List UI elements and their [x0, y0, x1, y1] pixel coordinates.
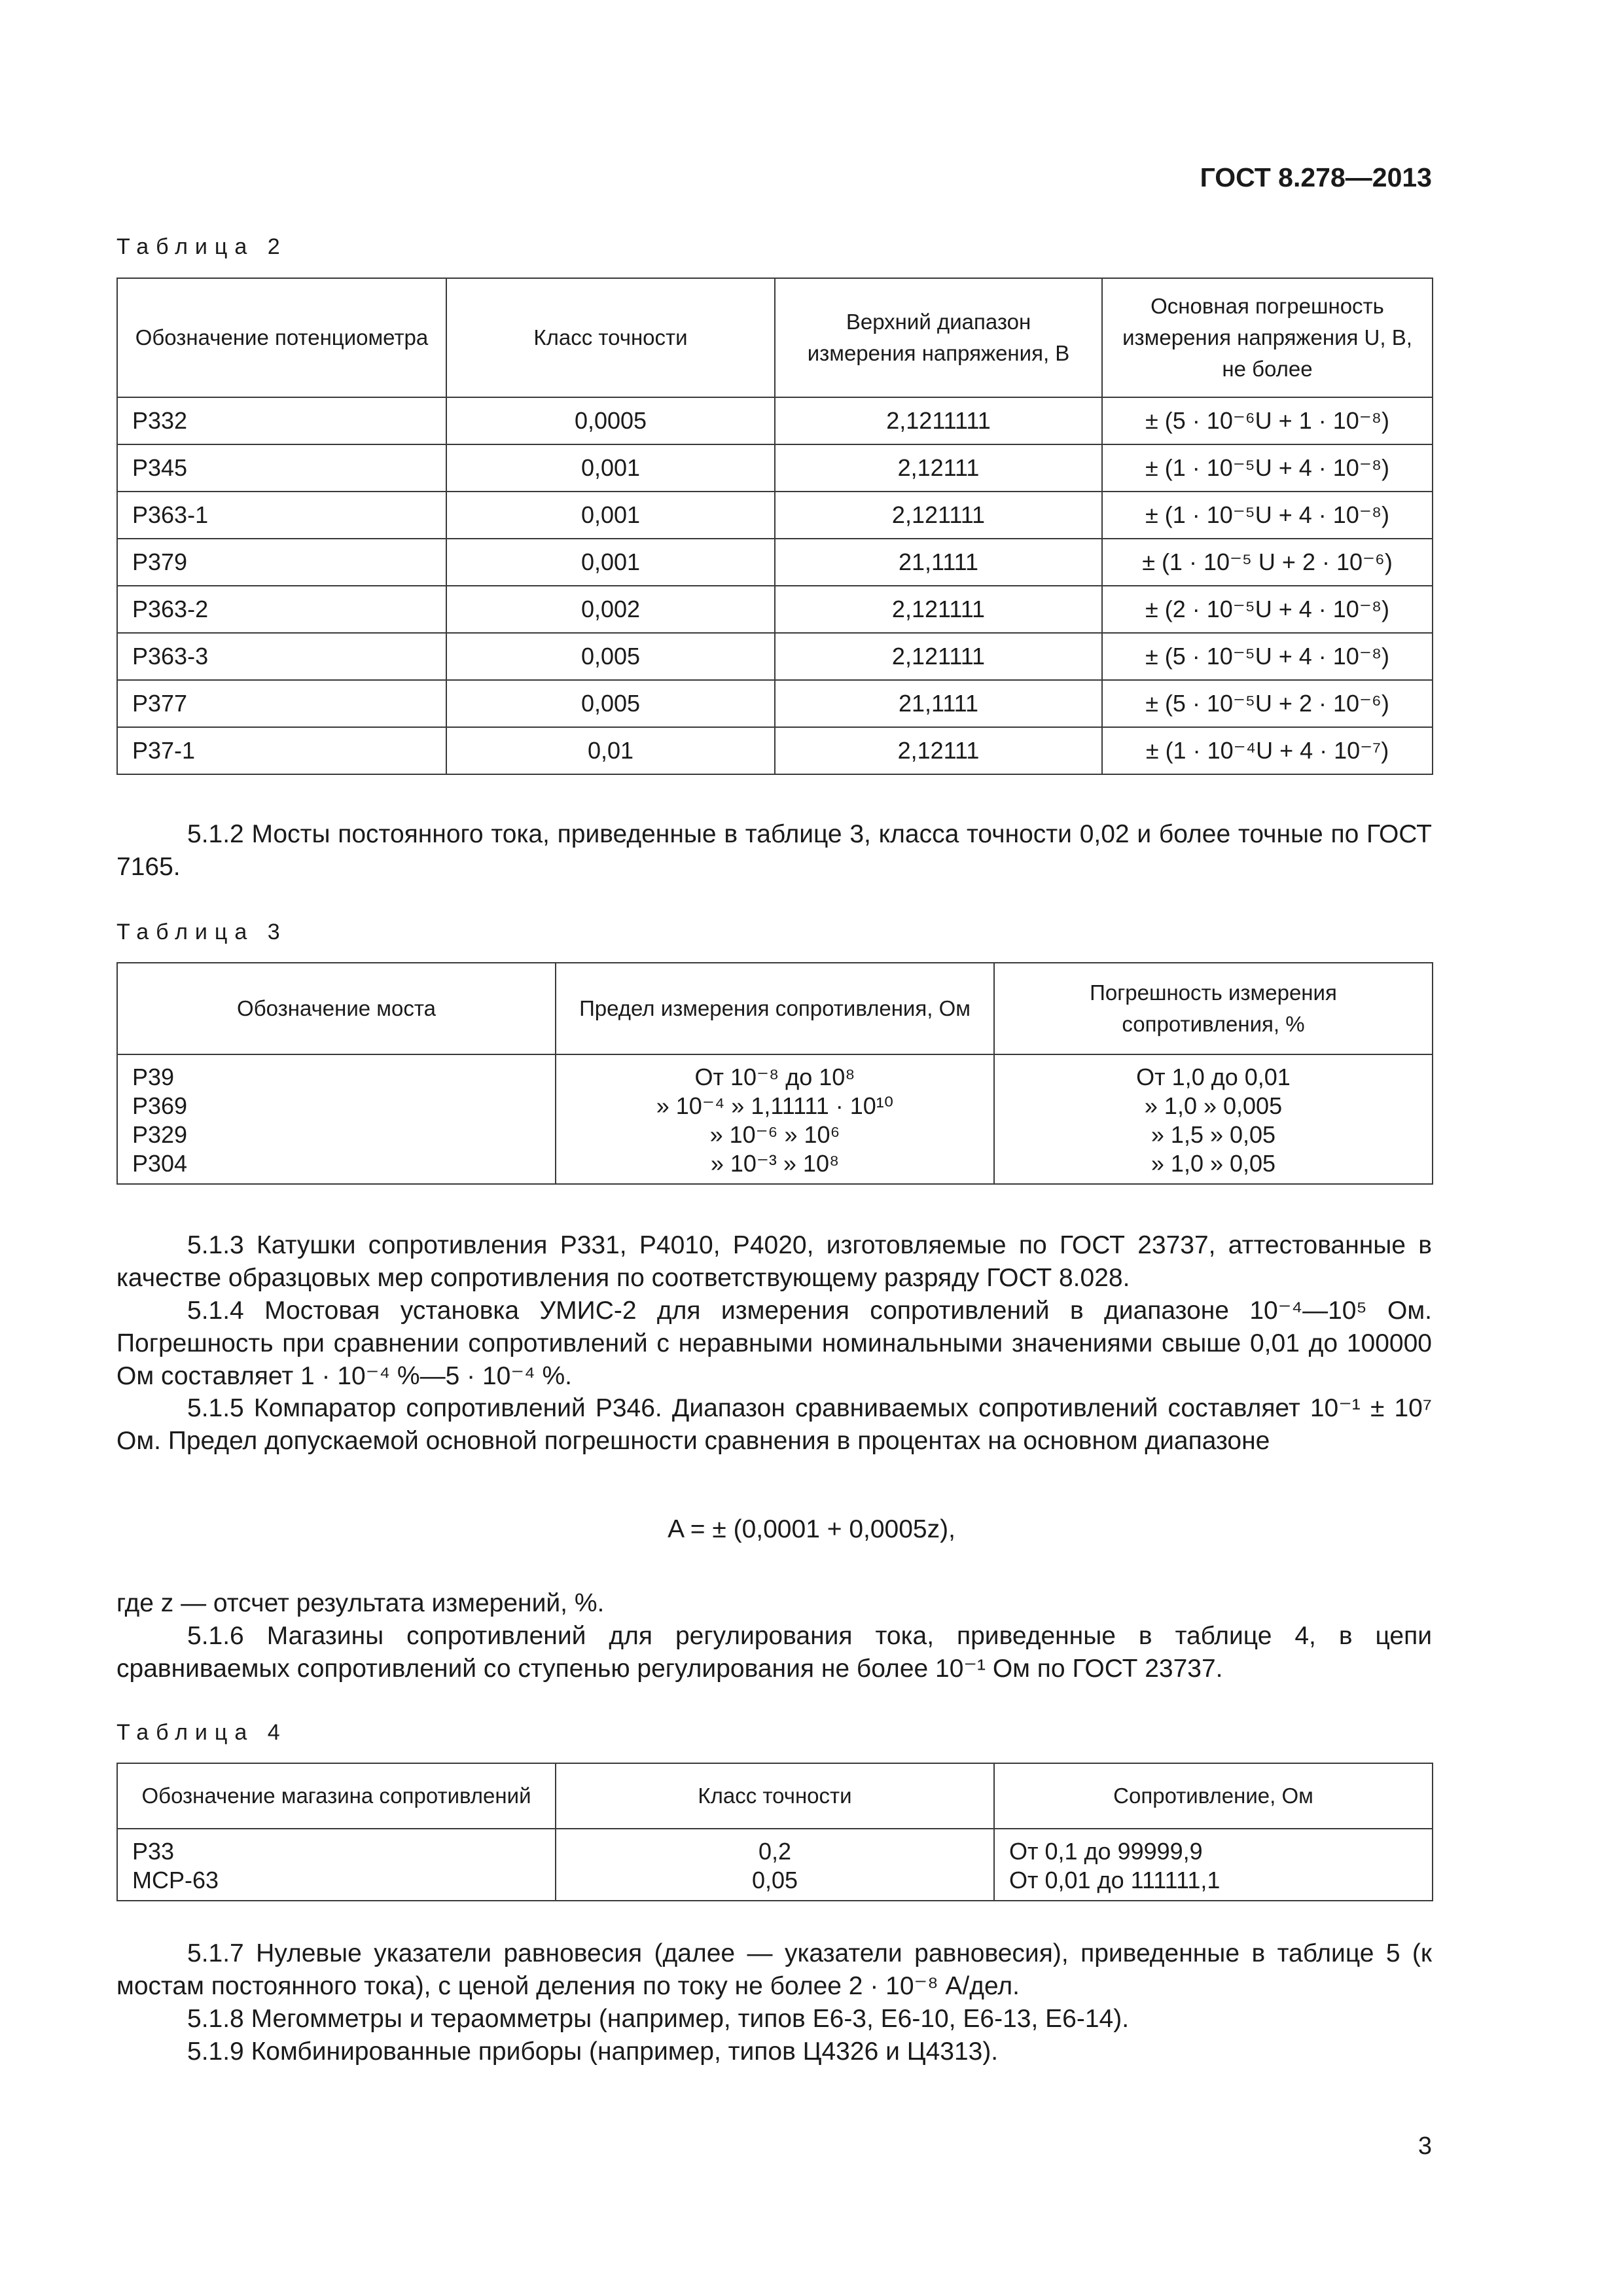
table-cell	[994, 1054, 1433, 1184]
box-name: МСР-63	[132, 1867, 219, 1893]
bridge-name: Р369	[132, 1092, 188, 1119]
table4-header-cell: Сопротивление, Ом	[994, 1763, 1433, 1829]
measurement-error: » 1,5 » 0,05	[1150, 1121, 1276, 1148]
paragraph-text: 5.1.3 Катушки сопротивления Р331, Р4010, Р4020, изготовляемые по ГОСТ 23737, аттестованные в качестве образцовых мер сопротивления по соответствующему разряду ГОСТ 8.028.	[116, 1231, 1432, 1292]
bridge-name: Р39	[132, 1064, 175, 1090]
table-cell: Р379	[117, 539, 446, 586]
page-number: 3	[1418, 2132, 1432, 2160]
table3-header-cell: Предел измерения сопротивления, Ом	[556, 963, 994, 1054]
resistance-limit: » 10⁻⁴ » 1,11111 · 10¹⁰	[656, 1092, 894, 1119]
table-row	[117, 1054, 1433, 1184]
table-cell: 0,001	[446, 539, 775, 586]
paragraph-text: 5.1.9 Комбинированные приборы (например, типов Ц4326 и Ц4313).	[187, 2037, 999, 2066]
paragraph-5-1-9	[116, 2036, 1432, 2068]
table2-caption: Таблица 2	[116, 234, 287, 259]
table3-header-cell: Погрешность измерения сопротивления, %	[994, 963, 1433, 1054]
box-name: Р33	[132, 1838, 175, 1865]
paragraph-text: 5.1.5 Компаратор сопротивлений Р346. Диапазон сравниваемых сопротивлений составляет 10⁻¹ ± 10⁷ Ом. Предел допускаемой основной погрешности сравнения в процентах на основном диапазоне	[116, 1394, 1432, 1455]
accuracy-class: 0,05	[751, 1867, 798, 1893]
table-cell: 0,001	[446, 444, 775, 492]
table-row	[117, 633, 1433, 680]
table-row	[117, 397, 1433, 444]
table2-header-row	[117, 278, 1433, 397]
paragraph-text: 5.1.8 Мегомметры и тераомметры (например, типов Е6-3, Е6-10, Е6-13, Е6-14).	[187, 2005, 1130, 2033]
table-cell: ± (5 · 10⁻⁵U + 2 · 10⁻⁶)	[1102, 680, 1433, 727]
measurement-error: От 1,0 до 0,01	[1136, 1064, 1291, 1090]
paragraph-5-1-8	[116, 2003, 1432, 2036]
table-cell: 2,12111	[775, 444, 1102, 492]
formula-explanation: где z — отсчет результата измерений, %.	[116, 1589, 605, 1617]
table-cell: ± (1 · 10⁻⁵ U + 2 · 10⁻⁶)	[1102, 539, 1433, 586]
table-cell: 0,0005	[446, 397, 775, 444]
table-row	[117, 444, 1433, 492]
table3	[116, 962, 1433, 1185]
table-cell: 0,005	[446, 633, 775, 680]
paragraph-text: 5.1.6 Магазины сопротивлений для регулирования тока, приведенные в таблице 4, в цепи сравниваемых сопротивлений со ступенью регулирования не более 10⁻¹ Ом по ГОСТ 23737.	[116, 1622, 1432, 1683]
table-cell: 21,1111	[775, 680, 1102, 727]
table-cell: 2,121111	[775, 492, 1102, 539]
bridge-name: Р304	[132, 1150, 188, 1177]
table4	[116, 1763, 1433, 1901]
table4-header-cell: Обозначение магазина сопротивлений	[117, 1763, 556, 1829]
table-row	[117, 539, 1433, 586]
table-cell	[556, 1054, 994, 1184]
bridge-name: Р329	[132, 1121, 188, 1148]
paragraph-5-1-5	[116, 1392, 1432, 1458]
table-row	[117, 680, 1433, 727]
table-cell: ± (1 · 10⁻⁴U + 4 · 10⁻⁷)	[1102, 727, 1433, 774]
paragraph-text: 5.1.4 Мостовая установка УМИС-2 для измерения сопротивлений в диапазоне 10⁻⁴—10⁵ Ом. Погрешность при сравнении сопротивлений с неравными номинальными значениями свыше 0,01 до 100000 Ом составляет 1 · 10⁻⁴ %—5 · 10⁻⁴ %.	[116, 1297, 1432, 1390]
table-cell: Р377	[117, 680, 446, 727]
table4-caption: Таблица 4	[116, 1720, 287, 1745]
table2-header-cell: Основная погрешность измерения напряжения U, В, не более	[1102, 278, 1433, 397]
accuracy-class: 0,2	[758, 1838, 792, 1865]
paragraph-text: 5.1.2 Мосты постоянного тока, приведенные в таблице 3, класса точности 0,02 и более точные по ГОСТ 7165.	[116, 820, 1432, 881]
table3-header-cell: Обозначение моста	[117, 963, 556, 1054]
paragraph-5-1-6	[116, 1620, 1432, 1685]
table-cell: 0,002	[446, 586, 775, 633]
paragraph-5-1-7	[116, 1937, 1432, 2003]
table-cell: 21,1111	[775, 539, 1102, 586]
table-cell: 0,005	[446, 680, 775, 727]
table-row	[117, 586, 1433, 633]
table-cell: ± (1 · 10⁻⁵U + 4 · 10⁻⁸)	[1102, 492, 1433, 539]
table2	[116, 278, 1433, 775]
table-row	[117, 727, 1433, 774]
resistance-limit: От 10⁻⁸ до 10⁸	[694, 1064, 855, 1090]
table-cell: ± (5 · 10⁻⁶U + 1 · 10⁻⁸)	[1102, 397, 1433, 444]
resistance-range: От 0,01 до 111111,1	[1009, 1867, 1221, 1893]
table3-caption: Таблица 3	[116, 920, 287, 944]
table-cell: ± (1 · 10⁻⁵U + 4 · 10⁻⁸)	[1102, 444, 1433, 492]
table-cell: 0,001	[446, 492, 775, 539]
paragraph-5-1-4	[116, 1295, 1432, 1393]
table-cell	[117, 1054, 556, 1184]
table-cell: Р332	[117, 397, 446, 444]
measurement-error: » 1,0 » 0,005	[1144, 1092, 1283, 1119]
table-cell: 2,121111	[775, 586, 1102, 633]
table4-header-cell: Класс точности	[556, 1763, 994, 1829]
table-cell: ± (5 · 10⁻⁵U + 4 · 10⁻⁸)	[1102, 633, 1433, 680]
table2-header-cell: Класс точности	[446, 278, 775, 397]
formula: A = ± (0,0001 + 0,0005z),	[668, 1515, 955, 1543]
table-cell: Р363-1	[117, 492, 446, 539]
table-cell: ± (2 · 10⁻⁵U + 4 · 10⁻⁸)	[1102, 586, 1433, 633]
paragraph-5-1-2	[116, 818, 1432, 884]
table3-header-row	[117, 963, 1433, 1054]
table-cell: 0,01	[446, 727, 775, 774]
table-cell: 2,12111	[775, 727, 1102, 774]
table-cell	[117, 1829, 556, 1901]
table2-header-cell: Обозначение потенциометра	[117, 278, 446, 397]
table-cell	[556, 1829, 994, 1901]
table-cell	[994, 1829, 1433, 1901]
table-cell: Р363-2	[117, 586, 446, 633]
table-cell: 2,121111	[775, 633, 1102, 680]
table4-header-row	[117, 1763, 1433, 1829]
resistance-limit: » 10⁻⁶ » 10⁶	[709, 1121, 840, 1148]
resistance-limit: » 10⁻³ » 10⁸	[710, 1150, 840, 1177]
resistance-range: От 0,1 до 99999,9	[1009, 1838, 1203, 1865]
table-cell: 2,1211111	[775, 397, 1102, 444]
table-cell: Р363-3	[117, 633, 446, 680]
document-header: ГОСТ 8.278—2013	[1200, 162, 1432, 192]
paragraph-text: 5.1.7 Нулевые указатели равновесия (далее — указатели равновесия), приведенные в таблице 5 (к мостам постоянного тока), с ценой деления по току не более 2 · 10⁻⁸ А/дел.	[116, 1939, 1432, 2000]
table2-header-cell: Верхний диапазон измерения напряжения, В	[775, 278, 1102, 397]
paragraph-5-1-3	[116, 1229, 1432, 1295]
measurement-error: » 1,0 » 0,05	[1150, 1150, 1276, 1177]
table-row	[117, 492, 1433, 539]
table-cell: Р37-1	[117, 727, 446, 774]
table-cell: Р345	[117, 444, 446, 492]
table-row	[117, 1829, 1433, 1901]
